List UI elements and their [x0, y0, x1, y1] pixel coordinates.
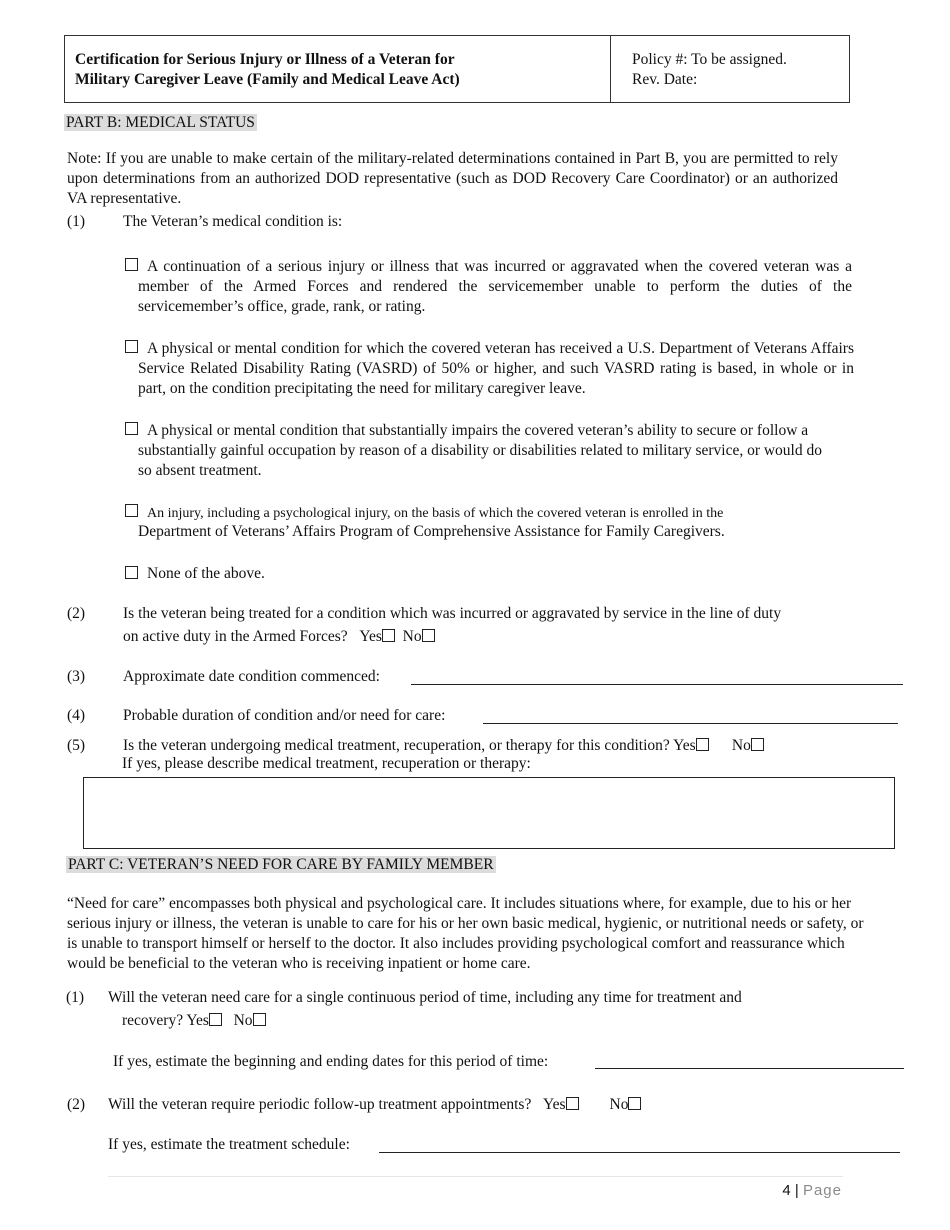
b-q5-number: (5)	[67, 737, 86, 754]
b-q4-text: Probable duration of condition and/or need for care:	[123, 707, 446, 724]
condition-option-2-text: A physical or mental condition for which the covered veteran has received a U.S. Department of Veterans Affairs Service Related Disability Rating (VASRD) of 50% or higher, and such VASRD rating is based, in whole or in part, on the condition precipitating the need for military caregiver leave.	[138, 340, 854, 397]
probable-duration-field[interactable]	[483, 723, 898, 724]
c-q1-no-checkbox[interactable]	[253, 1013, 266, 1026]
condition-option-1-checkbox[interactable]	[125, 257, 138, 275]
c-q2-no-checkbox[interactable]	[628, 1097, 641, 1110]
b-q1-number: (1)	[67, 213, 86, 230]
page-footer	[782, 1182, 842, 1199]
c-q1-number: (1)	[66, 989, 85, 1006]
form-title: Certification for Serious Injury or Illness of a Veteran for Military Caregiver Leave (Family and Medical Leave Act)	[75, 51, 460, 88]
b-q2-yes-label: Yes	[359, 628, 382, 645]
b-q5-yes-label: Yes	[673, 737, 696, 754]
b-q1-text: The Veteran’s medical condition is:	[123, 213, 343, 230]
c-q2-followup: If yes, estimate the treatment schedule:	[108, 1136, 350, 1153]
condition-option-4-checkbox[interactable]	[125, 503, 138, 521]
c-q1-followup: If yes, estimate the beginning and ending dates for this period of time:	[113, 1053, 549, 1070]
c-q1-no-label: No	[233, 1012, 253, 1029]
b-q2-no-checkbox[interactable]	[422, 629, 435, 642]
part-b-note: Note: If you are unable to make certain of the military-related determinations contained in Part B, you are permitted to rely upon determinations from an authorized DOD representative (such as DOD Recovery Care Coordinator) or an authorized VA representative.	[67, 150, 838, 207]
rev-date: Rev. Date:	[632, 71, 698, 88]
part-c-heading: PART C: VETERAN’S NEED FOR CARE BY FAMILY MEMBER	[68, 856, 494, 873]
c-q1-line1: Will the veteran need care for a single continuous period of time, including any time for treatment and	[108, 989, 742, 1006]
condition-option-4-text-line1: An injury, including a psychological injury, on the basis of which the covered veteran is enrolled in the	[147, 506, 724, 521]
condition-option-4-text-line2: Department of Veterans’ Affairs Program of Comprehensive Assistance for Family Caregivers.	[138, 523, 725, 540]
treatment-schedule-field[interactable]	[379, 1152, 900, 1153]
b-q2-no-label: No	[402, 628, 422, 645]
part-c-intro: “Need for care” encompasses both physical and psychological care. It includes situations where, for example, due to his or her serious injury or illness, the veteran is unable to care for his or her own basic medical, hygienic, or nutritional needs or safety, or is unable to transport himself or herself to the doctor. It also includes providing psychological comfort and reassurance which would be beneficial to the veteran who is receiving inpatient or home care.	[67, 895, 864, 972]
page-number: 4	[782, 1182, 791, 1199]
b-q4-number: (4)	[67, 707, 86, 724]
policy-number: Policy #: To be assigned.	[632, 51, 787, 68]
b-q2-line2: on active duty in the Armed Forces? Yes No	[123, 628, 435, 646]
treatment-description-box[interactable]	[83, 777, 895, 849]
condition-option-1-text: A continuation of a serious injury or illness that was incurred or aggravated when the covered veteran was a member of the Armed Forces and rendered the servicemember unable to perform the duties of the servicemember’s office, grade, rank, or rating.	[138, 258, 852, 315]
footer-separator: |	[794, 1182, 799, 1199]
c-q2-text: Will the veteran require periodic follow-up treatment appointments? Yes No	[108, 1096, 641, 1114]
footer-rule	[108, 1176, 843, 1177]
part-b-heading: PART B: MEDICAL STATUS	[66, 114, 255, 131]
date-commenced-field[interactable]	[411, 684, 903, 685]
condition-option-none-text: None of the above.	[147, 565, 265, 582]
b-q5-no-label: No	[731, 737, 751, 754]
b-q5-no-checkbox[interactable]	[751, 738, 764, 751]
condition-option-none-checkbox[interactable]	[125, 565, 138, 583]
b-q3-number: (3)	[67, 668, 86, 685]
c-q1-yes-label: Yes	[186, 1012, 209, 1029]
b-q5-yes-checkbox[interactable]	[696, 738, 709, 751]
page-label: Page	[802, 1182, 842, 1199]
form-header	[64, 35, 850, 103]
condition-option-3-text: A physical or mental condition that substantially impairs the covered veteran’s ability to secure or follow a substantially gainful occupation by reason of a disability or disabilities related to military service, or would do so absent treatment.	[138, 422, 822, 479]
condition-option-2-checkbox[interactable]	[125, 339, 138, 357]
b-q2-yes-checkbox[interactable]	[382, 629, 395, 642]
c-q2-yes-checkbox[interactable]	[566, 1097, 579, 1110]
b-q5-text: Is the veteran undergoing medical treatment, recuperation, or therapy for this condition? Yes No	[123, 737, 764, 755]
header-divider	[610, 36, 611, 102]
policy-info	[632, 50, 787, 90]
b-q5-followup: If yes, please describe medical treatment, recuperation or therapy:	[122, 755, 531, 772]
c-q2-number: (2)	[67, 1096, 86, 1113]
care-period-dates-field[interactable]	[595, 1068, 904, 1069]
c-q1-yes-checkbox[interactable]	[209, 1013, 222, 1026]
b-q2-line1: Is the veteran being treated for a condition which was incurred or aggravated by service in the line of duty	[123, 605, 782, 622]
c-q1-line2: recovery? Yes No	[122, 1012, 266, 1030]
b-q3-text: Approximate date condition commenced:	[123, 668, 380, 685]
c-q2-no-label: No	[609, 1096, 629, 1113]
b-q2-number: (2)	[67, 605, 86, 622]
c-q2-yes-label: Yes	[542, 1096, 566, 1113]
condition-option-3-checkbox[interactable]	[125, 421, 138, 439]
